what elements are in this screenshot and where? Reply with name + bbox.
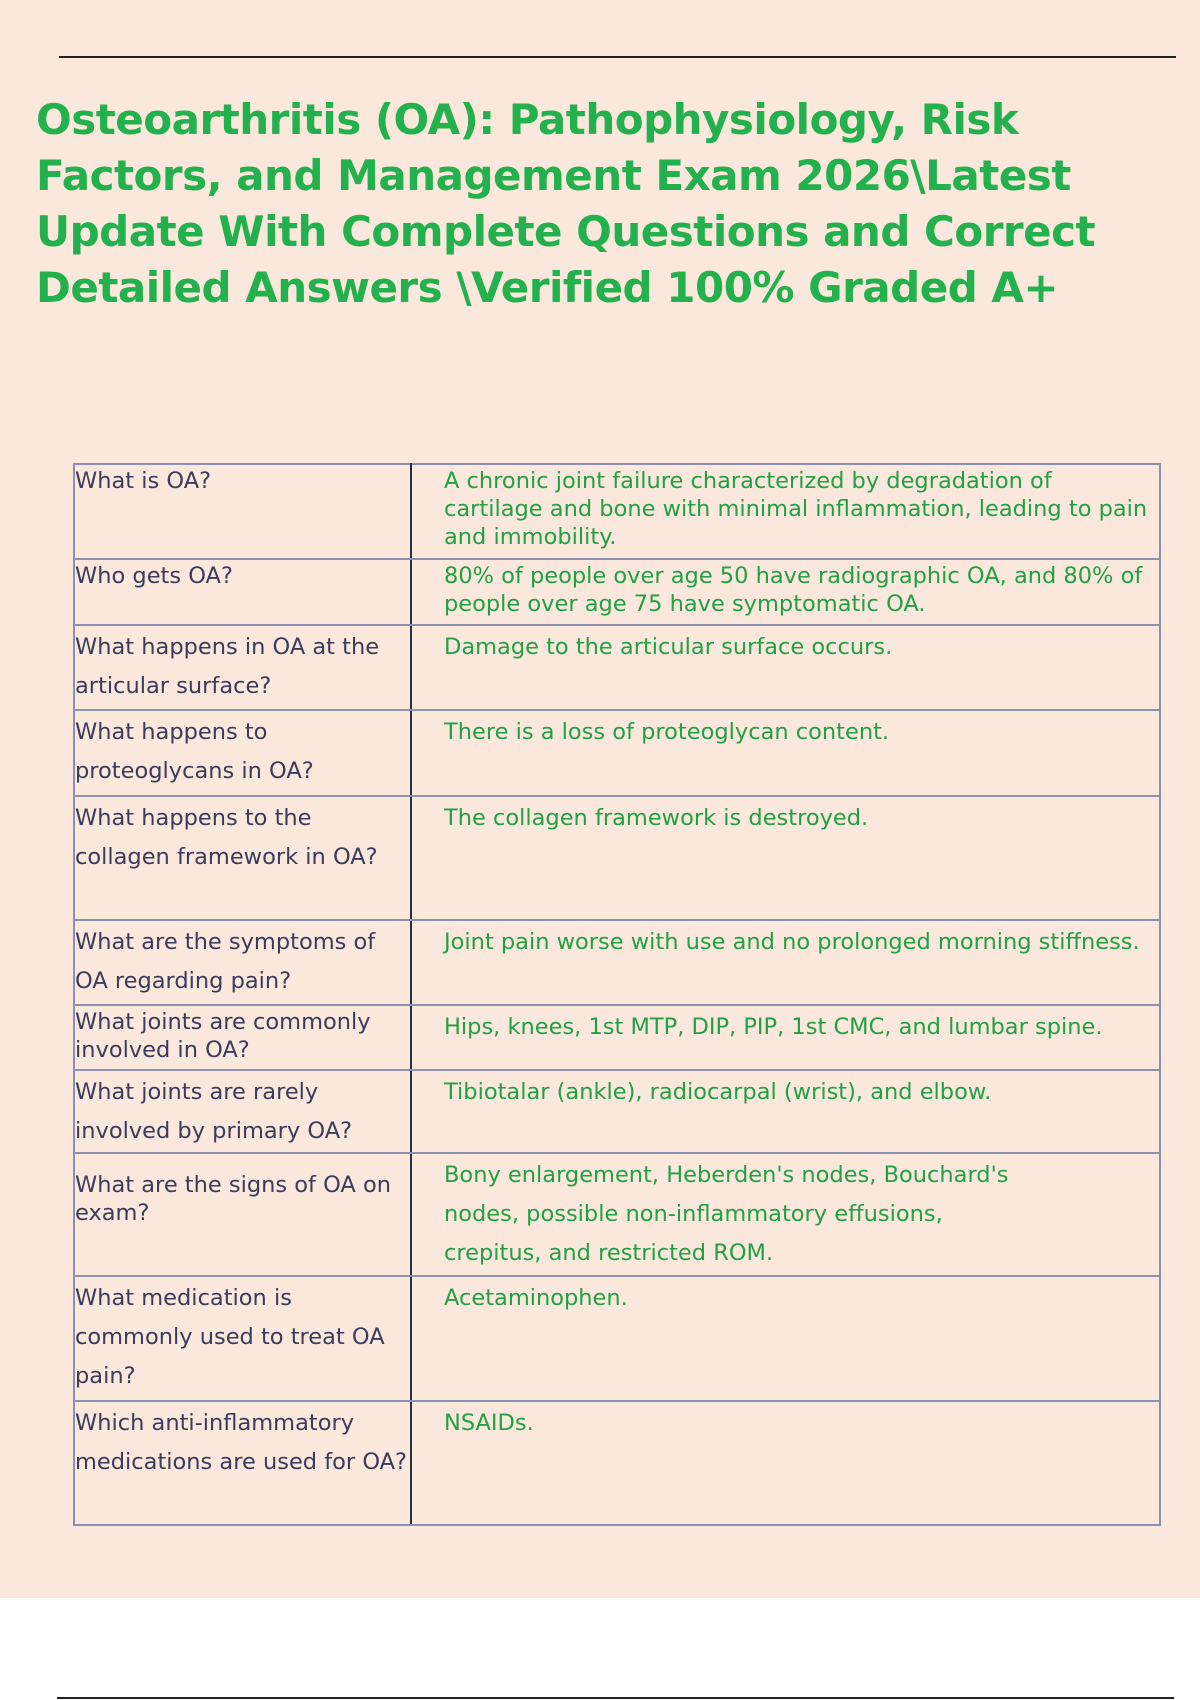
qa-table — [73, 463, 1161, 1526]
document-title: Osteoarthritis (OA): Pathophysiology, Risk Factors, and Management Exam 2026\Latest Update With Complete Questions and Correct Detailed Answers \Verified 100% Graded A+ — [36, 95, 1096, 312]
answer-cell: Tibiotalar (ankle), radiocarpal (wrist), and elbow. — [411, 1070, 1160, 1153]
table-row — [74, 796, 1160, 920]
answer-cell: 80% of people over age 50 have radiographic OA, and 80% of people over age 75 have symptomatic OA. — [411, 559, 1160, 625]
question-cell: What joints are rarely involved by primary OA? — [74, 1070, 411, 1153]
table-row — [74, 1005, 1160, 1070]
top-divider — [59, 56, 1176, 58]
question-cell: What happens to the collagen framework in OA? — [74, 796, 411, 920]
question-cell: What happens to proteoglycans in OA? — [74, 710, 411, 796]
table-row — [74, 1276, 1160, 1401]
question-cell: Which anti-inflammatory medications are used for OA? — [74, 1401, 411, 1525]
table-row — [74, 1070, 1160, 1153]
question-cell: What joints are commonly involved in OA? — [74, 1005, 411, 1070]
answer-cell: Hips, knees, 1st MTP, DIP, PIP, 1st CMC, and lumbar spine. — [411, 1005, 1160, 1070]
answer-cell: Acetaminophen. — [411, 1276, 1160, 1401]
question-cell: What is OA? — [74, 464, 411, 559]
answer-cell: NSAIDs. — [411, 1401, 1160, 1525]
answer-cell: Joint pain worse with use and no prolonged morning stiffness. — [411, 920, 1160, 1005]
table-row — [74, 625, 1160, 710]
table-row — [74, 920, 1160, 1005]
answer-cell: Bony enlargement, Heberden's nodes, Bouchard's nodes, possible non-inflammatory effusions, crepitus, and restricted ROM. — [411, 1153, 1160, 1276]
question-cell: Who gets OA? — [74, 559, 411, 625]
table-row — [74, 559, 1160, 625]
answer-cell: There is a loss of proteoglycan content. — [411, 710, 1160, 796]
table-row — [74, 464, 1160, 559]
question-cell: What happens in OA at the articular surface? — [74, 625, 411, 710]
question-cell: What medication is commonly used to treat OA pain? — [74, 1276, 411, 1401]
answer-cell: The collagen framework is destroyed. — [411, 796, 1160, 920]
answer-cell: A chronic joint failure characterized by degradation of cartilage and bone with minimal inflammation, leading to pain and immobility. — [411, 464, 1160, 559]
table-row — [74, 710, 1160, 796]
bottom-divider — [57, 1697, 1174, 1699]
table-row — [74, 1153, 1160, 1276]
table-row — [74, 1401, 1160, 1525]
question-cell: What are the symptoms of OA regarding pain? — [74, 920, 411, 1005]
answer-cell: Damage to the articular surface occurs. — [411, 625, 1160, 710]
question-cell: What are the signs of OA on exam? — [74, 1153, 411, 1276]
